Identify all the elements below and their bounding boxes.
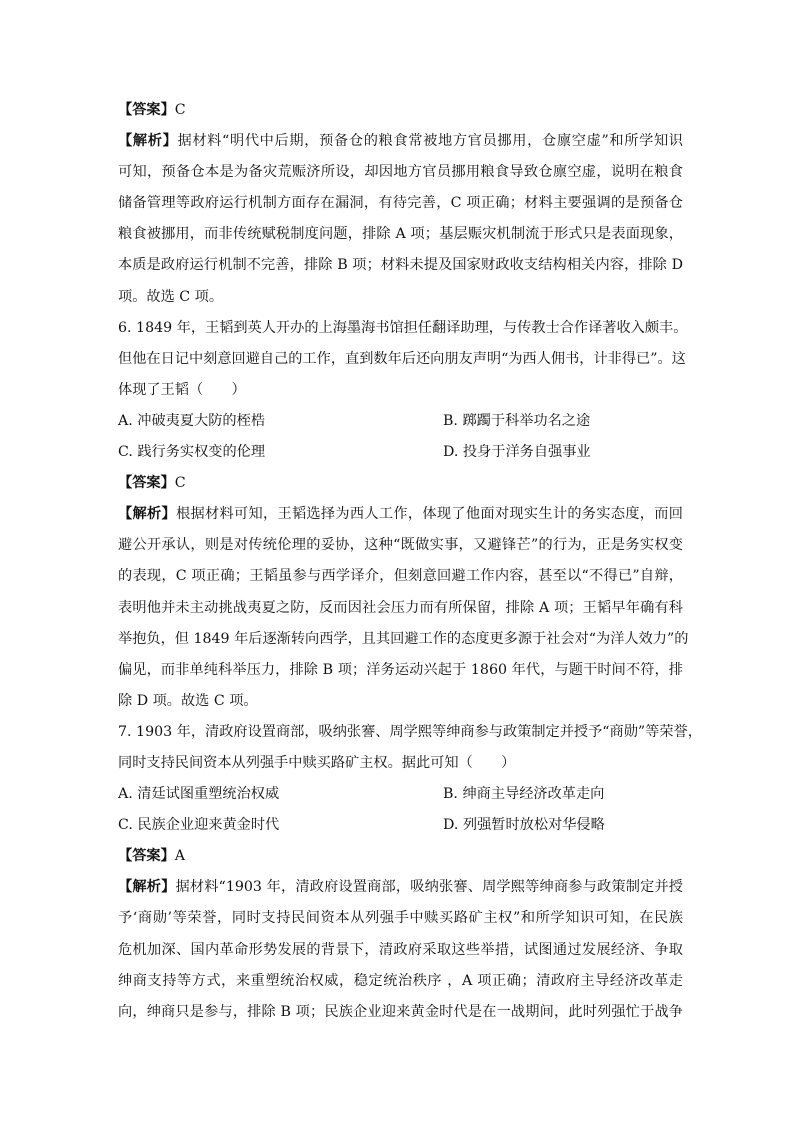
q5-analysis-line-1 <box>118 126 683 157</box>
q7-option-a: A. 清廷试图重塑统治权威 <box>118 786 280 803</box>
q7-analysis-line-4: 绅商支持等方式，来重塑统治权威，稳定统治秩序 ，A 项正确；清政府主导经济改革走 <box>118 972 683 989</box>
q6-answer-line <box>118 468 683 499</box>
q6-analysis-line-5: 举抱负，但 1849 年后逐渐转向西学，且其回避工作的态度更多源于社会对“为洋人效力”的 <box>118 630 689 647</box>
q6-options-row-1 <box>118 406 683 437</box>
q5-analysis-line-5: 本质是政府运行机制不完善，排除 B 项；材料未提及国家财政收支结构相关内容，排除 D <box>118 257 683 274</box>
q6-answer-value: C <box>174 475 186 492</box>
q6-stem-line-1: 6. 1849 年，王韬到英人开办的上海墨海书馆担任翻译助理，与传教士合作译著收入颇丰。 <box>118 319 688 336</box>
q6-analysis-line-2: 避公开承认，则是对传统伦理的妥协，这种“既做实事，又避锋芒”的行为，正是务实权变 <box>118 537 683 554</box>
q7-answer-line <box>118 841 683 872</box>
document-page <box>118 95 702 1028</box>
q6-analysis-label: 【解析】 <box>118 506 176 523</box>
q6-stem-line-3: 体现了王韬（ ） <box>118 381 246 398</box>
q7-stem-line-1: 7. 1903 年，清政府设置商部，吸纳张謇、周学熙等绅商参与政策制定并授予“商勋”等荣誉， <box>118 723 702 740</box>
q7-analysis-line-5: 向，绅商只是参与，排除 B 项；民族企业迎来黄金时代是在一战期间，此时列强忙于战争 <box>118 1003 683 1020</box>
q7-analysis-line-1 <box>118 872 683 903</box>
q7-option-b: B. 绅商主导经济改革走向 <box>443 786 605 803</box>
q6-analysis-line-4: 表明他并未主动挑战夷夏之防，反而因社会压力而有所保留，排除 A 项；王韬早年确有科 <box>118 599 683 616</box>
q6-option-a: A. 冲破夷夏大防的桎梏 <box>118 412 265 429</box>
q5-analysis-line-3: 储备管理等政府运行机制方面存在漏洞，有待完善，C 项正确；材料主要强调的是预备仓 <box>118 195 683 212</box>
q5-analysis-line-4: 粮食被挪用，而非传统赋税制度问题，排除 A 项；基层赈灾机制流于形式只是表面现象， <box>118 226 683 243</box>
q5-analysis-line-2: 可知，预备仓本是为备灾荒赈济所设，却因地方官员挪用粮食导致仓廪空虚，说明在粮食 <box>118 164 683 181</box>
q5-answer-line <box>118 95 683 126</box>
q5-answer-value: C <box>174 102 186 118</box>
q6-option-b: B. 踯躅于科举功名之途 <box>443 412 591 429</box>
q7-options-row-2 <box>118 810 683 841</box>
q6-analysis-line-7: 除 D 项。故选 C 项。 <box>118 692 258 709</box>
q7-analysis-line-2: 予‘商勋’等荣誉，同时支持民间资本从列强手中赎买路矿主权”和所学知识可知，在民族 <box>118 910 683 927</box>
q7-stem-line-2: 同时支持民间资本从列强手中赎买路矿主权。据此可知（ ） <box>118 754 516 771</box>
q6-option-d: D. 投身于洋务自强事业 <box>443 444 591 461</box>
q5-analysis-text-1: 据材料“明代中后期，预备仓的粮食常被地方官员挪用，仓廪空虚”和所学知识 <box>177 133 683 150</box>
q7-answer-label: 【答案】 <box>118 848 175 865</box>
q5-analysis-line-6: 项。故选 C 项。 <box>118 288 224 305</box>
q7-option-d: D. 列强暂时放松对华侵略 <box>443 817 605 834</box>
q7-answer-value: A <box>174 848 186 865</box>
q6-analysis-line-6: 偏见，而非单纯科举压力，排除 B 项；洋务运动兴起于 1860 年代，与题干时间不符，排 <box>118 661 683 678</box>
q5-analysis-label: 【解析】 <box>118 133 178 150</box>
q6-option-c: C. 践行务实权变的伦理 <box>118 444 266 461</box>
q6-options-row-2 <box>118 437 683 468</box>
q5-answer-label: 【答案】 <box>118 102 175 118</box>
q6-analysis-text-1: 根据材料可知，王韬选择为西人工作，体现了他面对现实生计的务实态度，而回 <box>175 506 683 523</box>
q7-analysis-label: 【解析】 <box>118 879 176 896</box>
q7-analysis-line-3: 危机加深、国内革命形势发展的背景下，清政府采取这些举措，试图通过发展经济、争取 <box>118 941 683 958</box>
q6-stem-line-2: 但他在日记中刻意回避自己的工作，直到数年后还向朋友声明“为西人佣书，计非得已”。这 <box>118 350 686 367</box>
q6-answer-label: 【答案】 <box>118 475 175 492</box>
q6-analysis-line-1 <box>118 499 683 530</box>
q7-option-c: C. 民族企业迎来黄金时代 <box>118 817 280 834</box>
q6-analysis-line-3: 的表现，C 项正确；王韬虽参与西学译介，但刻意回避工作内容，甚至以“不得已”自辩， <box>118 568 683 585</box>
q7-options-row-1 <box>118 779 683 810</box>
q7-analysis-text-1: 据材料“1903 年，清政府设置商部，吸纳张謇、周学熙等绅商参与政策制定并授 <box>175 879 683 896</box>
